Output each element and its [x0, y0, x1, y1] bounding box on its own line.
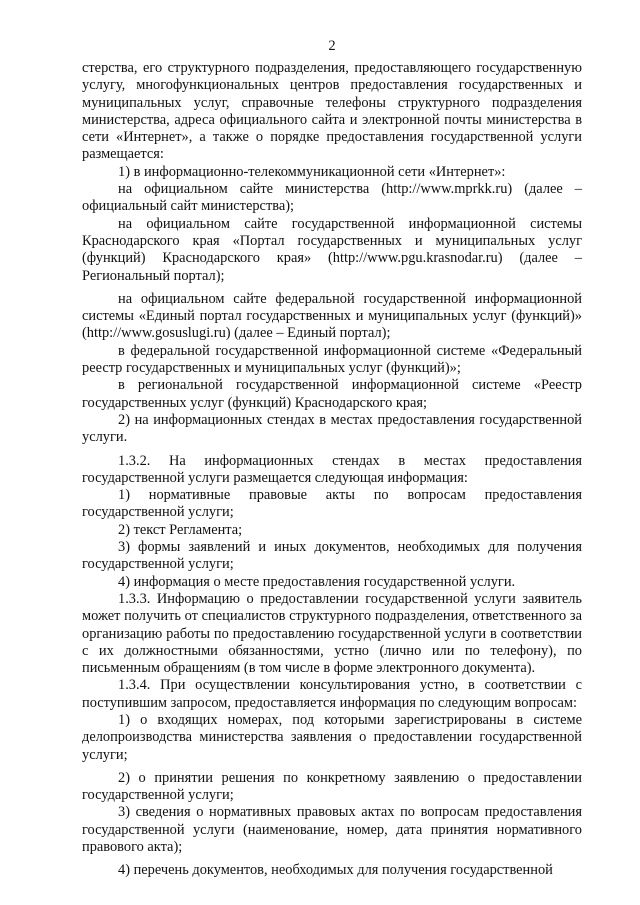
- paragraph: на официальном сайте министерства (http://www.mprkk.ru) (далее – официальный сайт министерства);: [82, 181, 582, 215]
- paragraph: 2) на информационных стендах в местах предоставления государственной услуги.: [82, 411, 582, 446]
- paragraph: 3) формы заявлений и иных документов, необходимых для получения государственной услуги;: [82, 539, 582, 573]
- paragraph: 4) информация о месте предоставления государственной услуги.: [118, 573, 516, 590]
- paragraph: 1) в информационно-телекоммуникационной сети «Интернет»:: [118, 163, 506, 180]
- paragraph: 4) перечень документов, необходимых для получения государственной: [118, 862, 553, 879]
- page-number: 2: [328, 38, 336, 54]
- paragraph: в федеральной государственной информационной системе «Федеральный реестр государственных и муниципальных услуг (функций)»;: [82, 342, 582, 377]
- paragraph: 1) нормативные правовые акты по вопросам предоставления государственной услуги;: [82, 487, 582, 521]
- paragraph: 1.3.2. На информационных стендах в местах предоставления государственной услуги размещается следующая информация:: [82, 452, 582, 486]
- paragraph: на официальном сайте федеральной государственной информационной системы «Единый портал государственных и муниципальных услуг (функций)» (http://www.gosuslugi.ru) (далее – Единый портал);: [82, 290, 582, 342]
- paragraph: 1.3.4. При осуществлении консультирования устно, в соответствии с поступившим запросом, предоставляется информация по следующим вопросам:: [82, 677, 582, 711]
- paragraph: стерства, его структурного подразделения, предоставляющего государственную услугу, многофункциональных центров предоставления государственных и муниципальных услуг, справочные телефоны структурного подразделения министерства, адреса официального сайта и электронной почты министерства в сети «Интернет», а также о порядке предоставления государственной услуги размещается:: [82, 60, 582, 163]
- paragraph: на официальном сайте государственной информационной системы Краснодарского края «Портал государственных и муниципальных услуг (функций) Краснодарского края» (http://www.pgu.krasnodar.ru) (далее – Региональный портал);: [82, 215, 582, 284]
- paragraph: 1) о входящих номерах, под которыми зарегистрированы в системе делопроизводства министерства заявления о предоставлении государственной услуги;: [82, 711, 582, 763]
- paragraph: 3) сведения о нормативных правовых актах по вопросам предоставления государственной услуги (наименование, номер, дата принятия нормативного правового акта);: [82, 804, 582, 856]
- paragraph: 2) о принятии решения по конкретному заявлению о предоставлении государственной услуги;: [82, 769, 582, 804]
- paragraph: 1.3.3. Информацию о предоставлении государственной услуги заявитель может получить от специалистов структурного подразделения, ответственного за организацию работы по предоставлению государственной услуги в соответствии с их должностными обязанностями, устно (лично или по телефону), по письменным обращениям (в том числе в форме электронного документа).: [82, 590, 582, 677]
- paragraph: 2) текст Регламента;: [118, 521, 243, 538]
- document-body: [82, 60, 582, 880]
- paragraph: в региональной государственной информационной системе «Реестр государственных услуг (функций) Краснодарского края;: [82, 377, 582, 411]
